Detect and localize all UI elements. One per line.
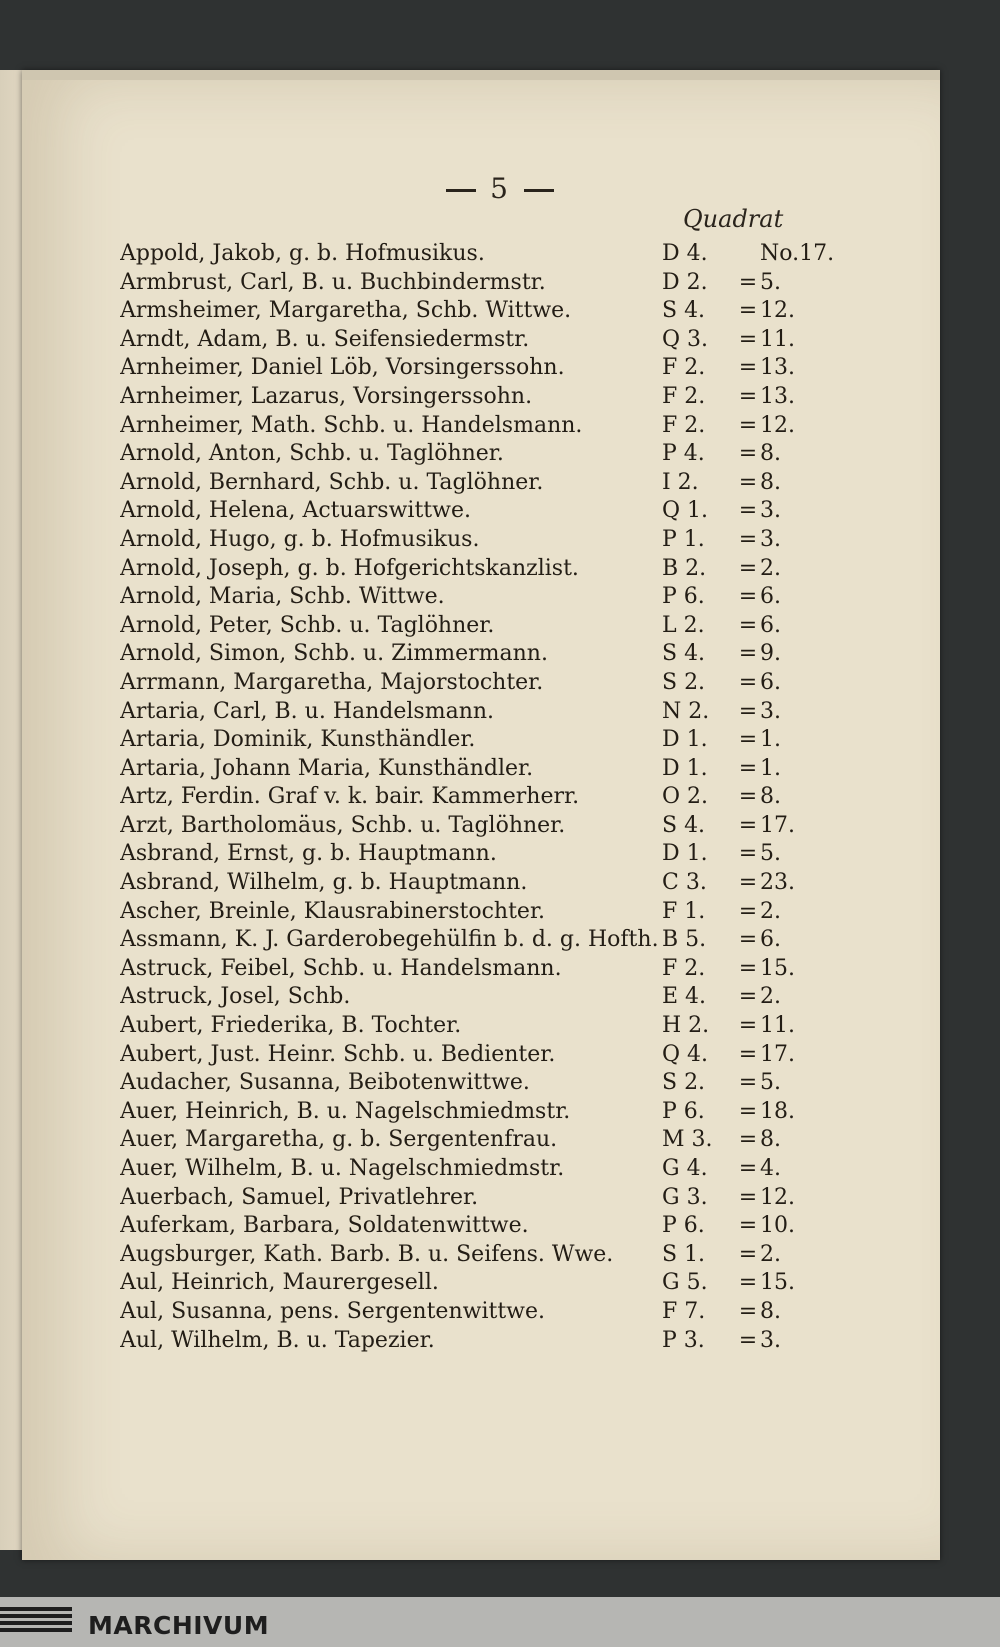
entry-number: 8. <box>760 441 781 467</box>
entry-number: 12. <box>760 1184 795 1210</box>
entry-ditto-mark: = <box>738 1298 758 1324</box>
entry-quadrat: E 4. <box>662 984 707 1010</box>
entry-ditto-mark: = <box>738 526 758 552</box>
directory-entry <box>120 1041 840 1070</box>
entry-name: Arnold, Bernhard, Schb. u. Taglöhner. <box>120 469 544 495</box>
entry-number: 8. <box>760 1127 781 1153</box>
entry-number: 6. <box>760 584 781 610</box>
entry-name: Arndt, Adam, B. u. Seifensiedermstr. <box>120 326 530 352</box>
entry-number: 17. <box>760 1041 795 1067</box>
entry-number: 13. <box>760 355 795 381</box>
entry-name: Arnold, Peter, Schb. u. Taglöhner. <box>120 612 495 638</box>
entry-number: 15. <box>760 955 795 981</box>
marchivum-logo-icon <box>0 1607 72 1639</box>
entry-quadrat: D 4. <box>662 241 708 266</box>
entry-quadrat: F 2. <box>662 412 706 438</box>
entry-ditto-mark: = <box>738 269 758 295</box>
entry-quadrat: D 1. <box>662 841 708 867</box>
entry-name: Auer, Margaretha, g. b. Sergentenfrau. <box>120 1127 558 1153</box>
entry-name: Arnheimer, Lazarus, Vorsingerssohn. <box>120 383 533 409</box>
page-number <box>0 172 1000 205</box>
entry-ditto-mark: = <box>738 1098 758 1124</box>
directory-entry <box>120 326 840 355</box>
directory-entry <box>120 440 840 469</box>
directory-entry <box>120 497 840 526</box>
directory-entry <box>120 869 840 898</box>
entry-number: 4. <box>760 1156 781 1181</box>
entry-quadrat: P 6. <box>662 1098 705 1124</box>
entry-number: 13. <box>760 383 795 409</box>
entry-name: Auerbach, Samuel, Privatlehrer. <box>120 1184 479 1210</box>
directory-entry <box>120 840 840 869</box>
entry-number: 12. <box>760 298 795 324</box>
archive-footer <box>0 1597 1000 1647</box>
directory-entry <box>120 726 840 755</box>
entry-ditto-mark: = <box>738 1127 758 1153</box>
entry-ditto-mark: = <box>738 1184 758 1210</box>
entry-quadrat: C 3. <box>662 870 707 896</box>
entry-quadrat: P 4. <box>662 441 705 467</box>
entry-quadrat: P 6. <box>662 1213 705 1239</box>
entry-quadrat: G 5. <box>662 1270 708 1296</box>
directory-entry <box>120 469 840 498</box>
directory-entry <box>120 1126 840 1155</box>
entry-ditto-mark: = <box>738 469 758 495</box>
entry-name: Arnold, Hugo, g. b. Hofmusikus. <box>120 526 480 552</box>
entry-name: Artaria, Carl, B. u. Handelsmann. <box>120 698 495 724</box>
directory-entry <box>120 1098 840 1127</box>
entry-number: 23. <box>760 870 795 896</box>
directory-entry <box>120 1298 840 1327</box>
entry-name: Arnheimer, Math. Schb. u. Handelsmann. <box>120 412 583 438</box>
entry-number: 18. <box>760 1098 795 1124</box>
entry-quadrat: S 1. <box>662 1241 706 1267</box>
entry-name: Astruck, Josel, Schb. <box>120 984 351 1010</box>
entry-ditto-mark: = <box>738 870 758 896</box>
entry-number: 1. <box>760 755 781 781</box>
entry-number: 2. <box>760 1241 781 1267</box>
entry-quadrat: Q 1. <box>662 498 709 524</box>
entry-ditto-mark: = <box>738 1270 758 1296</box>
directory-entry <box>120 955 840 984</box>
directory-entry <box>120 412 840 441</box>
entry-ditto-mark: = <box>738 498 758 524</box>
entry-ditto-mark: = <box>738 755 758 781</box>
entry-name: Auferkam, Barbara, Soldatenwittwe. <box>120 1213 529 1239</box>
directory-entry <box>120 555 840 584</box>
directory-entry <box>120 783 840 812</box>
entry-name: Audacher, Susanna, Beibotenwittwe. <box>120 1070 530 1096</box>
entry-number: 5. <box>760 841 781 867</box>
entry-quadrat: I 2. <box>662 469 699 495</box>
dash-left <box>446 189 476 192</box>
entry-number: 5. <box>760 269 781 295</box>
entry-number: 6. <box>760 612 781 638</box>
entry-quadrat: B 5. <box>662 927 707 953</box>
entry-ditto-mark: = <box>738 412 758 438</box>
entry-ditto-mark: = <box>738 555 758 581</box>
entry-quadrat: N 2. <box>662 698 710 724</box>
entry-name: Aubert, Just. Heinr. Schb. u. Bedienter. <box>120 1041 556 1067</box>
directory-entry <box>120 1069 840 1098</box>
entry-name: Augsburger, Kath. Barb. B. u. Seifens. Wwe. <box>120 1241 614 1267</box>
entry-ditto-mark: = <box>738 641 758 667</box>
directory-entry <box>120 612 840 641</box>
entry-ditto-mark: = <box>738 1070 758 1096</box>
entry-name: Ascher, Breinle, Klausrabinerstochter. <box>120 898 546 924</box>
entry-ditto-mark: = <box>738 1041 758 1067</box>
entry-name: Aul, Susanna, pens. Sergentenwittwe. <box>120 1298 546 1324</box>
entry-number: 2. <box>760 555 781 581</box>
entry-quadrat: H 2. <box>662 1013 710 1039</box>
directory-entry <box>120 669 840 698</box>
entry-ditto-mark: = <box>738 383 758 409</box>
directory-entry <box>120 698 840 727</box>
entry-name: Auer, Heinrich, B. u. Nagelschmiedmstr. <box>120 1098 571 1124</box>
quadrat-column-header: Quadrat <box>683 205 784 233</box>
entry-ditto-mark: = <box>738 355 758 381</box>
directory-entry <box>120 898 840 927</box>
entry-number: 8. <box>760 1298 781 1324</box>
directory-entry <box>120 926 840 955</box>
dash-right <box>524 189 554 192</box>
entry-quadrat: S 2. <box>662 1070 706 1096</box>
entry-quadrat: S 4. <box>662 298 706 324</box>
entry-name: Arnold, Anton, Schb. u. Taglöhner. <box>120 441 504 467</box>
entry-number: 3. <box>760 498 781 524</box>
entry-name: Armbrust, Carl, B. u. Buchbindermstr. <box>120 269 546 295</box>
entry-quadrat: B 2. <box>662 555 707 581</box>
entry-quadrat: L 2. <box>662 612 705 638</box>
entry-number: 3. <box>760 1327 781 1353</box>
entry-quadrat: S 4. <box>662 812 706 838</box>
entry-number: 11. <box>760 1013 795 1039</box>
entry-name: Armsheimer, Margaretha, Schb. Wittwe. <box>120 298 572 324</box>
directory-entry <box>120 269 840 298</box>
entry-ditto-mark: = <box>738 584 758 610</box>
directory-entry <box>120 297 840 326</box>
entry-quadrat: F 7. <box>662 1298 706 1324</box>
entry-quadrat: F 2. <box>662 383 706 409</box>
entry-quadrat: P 3. <box>662 1327 705 1353</box>
directory-entry <box>120 983 840 1012</box>
directory-entry <box>120 640 840 669</box>
directory-entry <box>120 1327 840 1356</box>
entry-name: Artaria, Dominik, Kunsthändler. <box>120 727 476 753</box>
entry-number: 6. <box>760 669 781 695</box>
entry-ditto-mark: = <box>738 841 758 867</box>
entry-quadrat: D 1. <box>662 727 708 753</box>
entry-number: 8. <box>760 469 781 495</box>
entry-number: 5. <box>760 1070 781 1096</box>
entry-name: Arrmann, Margaretha, Majorstochter. <box>120 669 544 695</box>
directory-entry <box>120 1155 840 1184</box>
entry-name: Aul, Heinrich, Maurergesell. <box>120 1270 439 1296</box>
entry-name: Aul, Wilhelm, B. u. Tapezier. <box>120 1327 435 1353</box>
entry-ditto-mark: = <box>738 1241 758 1267</box>
entry-quadrat: Q 4. <box>662 1041 709 1067</box>
entry-name: Aubert, Friederika, B. Tochter. <box>120 1013 462 1039</box>
entry-quadrat: Q 3. <box>662 326 709 352</box>
entry-ditto-mark: = <box>738 441 758 467</box>
directory-entry <box>120 812 840 841</box>
entry-number: 17. <box>760 812 795 838</box>
directory-entry <box>120 1241 840 1270</box>
entry-number: 12. <box>760 412 795 438</box>
entry-ditto-mark: = <box>738 1013 758 1039</box>
entry-name: Artz, Ferdin. Graf v. k. bair. Kammerherr. <box>120 784 580 810</box>
entry-ditto-mark: = <box>738 1156 758 1181</box>
entry-ditto-mark: = <box>738 298 758 324</box>
entry-quadrat: D 2. <box>662 269 708 295</box>
directory-entry <box>120 354 840 383</box>
entry-number: 6. <box>760 927 781 953</box>
entry-number: 15. <box>760 1270 795 1296</box>
entry-quadrat: S 4. <box>662 641 706 667</box>
entry-ditto-mark: = <box>738 898 758 924</box>
entry-ditto-mark: = <box>738 984 758 1010</box>
entry-number: 2. <box>760 984 781 1010</box>
entry-number: 3. <box>760 698 781 724</box>
entry-name: Assmann, K. J. Garderobegehülfin b. d. g. Hofth. <box>120 927 659 953</box>
entry-number: 10. <box>760 1213 795 1239</box>
entry-quadrat: F 1. <box>662 898 706 924</box>
entry-ditto-mark: = <box>738 326 758 352</box>
entry-ditto-mark: = <box>738 727 758 753</box>
page-number-value: 5 <box>490 172 510 205</box>
entry-number: 3. <box>760 526 781 552</box>
entry-name: Artaria, Johann Maria, Kunsthändler. <box>120 755 534 781</box>
entry-number: 8. <box>760 784 781 810</box>
entry-name: Appold, Jakob, g. b. Hofmusikus. <box>120 241 485 266</box>
entry-ditto-mark: = <box>738 669 758 695</box>
directory-entry <box>120 383 840 412</box>
entry-number: 11. <box>760 326 795 352</box>
entry-number: 1. <box>760 727 781 753</box>
entry-quadrat: F 2. <box>662 355 706 381</box>
entry-quadrat: D 1. <box>662 755 708 781</box>
entry-quadrat: S 2. <box>662 669 706 695</box>
directory-entry <box>120 526 840 555</box>
entry-ditto-mark: = <box>738 1213 758 1239</box>
directory-entry <box>120 1269 840 1298</box>
entry-ditto-mark: = <box>738 784 758 810</box>
entry-name: Arnold, Helena, Actuarswittwe. <box>120 498 471 524</box>
entry-ditto-mark: = <box>738 698 758 724</box>
directory-entry <box>120 1012 840 1041</box>
directory-entry <box>120 583 840 612</box>
entry-quadrat: G 3. <box>662 1184 708 1210</box>
entry-name: Arnheimer, Daniel Löb, Vorsingerssohn. <box>120 355 565 381</box>
archive-logo-text: MARCHIVUM <box>88 1611 270 1640</box>
entry-name: Asbrand, Ernst, g. b. Hauptmann. <box>120 841 497 867</box>
entry-name: Arnold, Simon, Schb. u. Zimmermann. <box>120 641 548 667</box>
entry-name: Arnold, Joseph, g. b. Hofgerichtskanzlist. <box>120 555 579 581</box>
entry-number: No.17. <box>760 241 835 266</box>
entry-name: Asbrand, Wilhelm, g. b. Hauptmann. <box>120 870 528 896</box>
directory-entry <box>120 755 840 784</box>
entry-quadrat: M 3. <box>662 1127 713 1153</box>
entry-quadrat: P 6. <box>662 584 705 610</box>
entry-ditto-mark: = <box>738 927 758 953</box>
entry-name: Arzt, Bartholomäus, Schb. u. Taglöhner. <box>120 812 566 838</box>
entry-number: 9. <box>760 641 781 667</box>
entry-name: Astruck, Feibel, Schb. u. Handelsmann. <box>120 955 562 981</box>
entry-ditto-mark: = <box>738 612 758 638</box>
entry-name: Arnold, Maria, Schb. Wittwe. <box>120 584 445 610</box>
entry-ditto-mark: = <box>738 955 758 981</box>
entry-quadrat: F 2. <box>662 955 706 981</box>
entry-ditto-mark: = <box>738 812 758 838</box>
entry-ditto-mark: = <box>738 1327 758 1353</box>
entry-quadrat: G 4. <box>662 1156 708 1181</box>
directory-entry <box>120 1212 840 1241</box>
entry-quadrat: O 2. <box>662 784 709 810</box>
directory-entry <box>120 1184 840 1213</box>
entry-number: 2. <box>760 898 781 924</box>
entry-name: Auer, Wilhelm, B. u. Nagelschmiedmstr. <box>120 1156 565 1181</box>
directory-entries <box>120 240 840 1355</box>
entry-quadrat: P 1. <box>662 526 705 552</box>
directory-entry <box>120 240 840 269</box>
